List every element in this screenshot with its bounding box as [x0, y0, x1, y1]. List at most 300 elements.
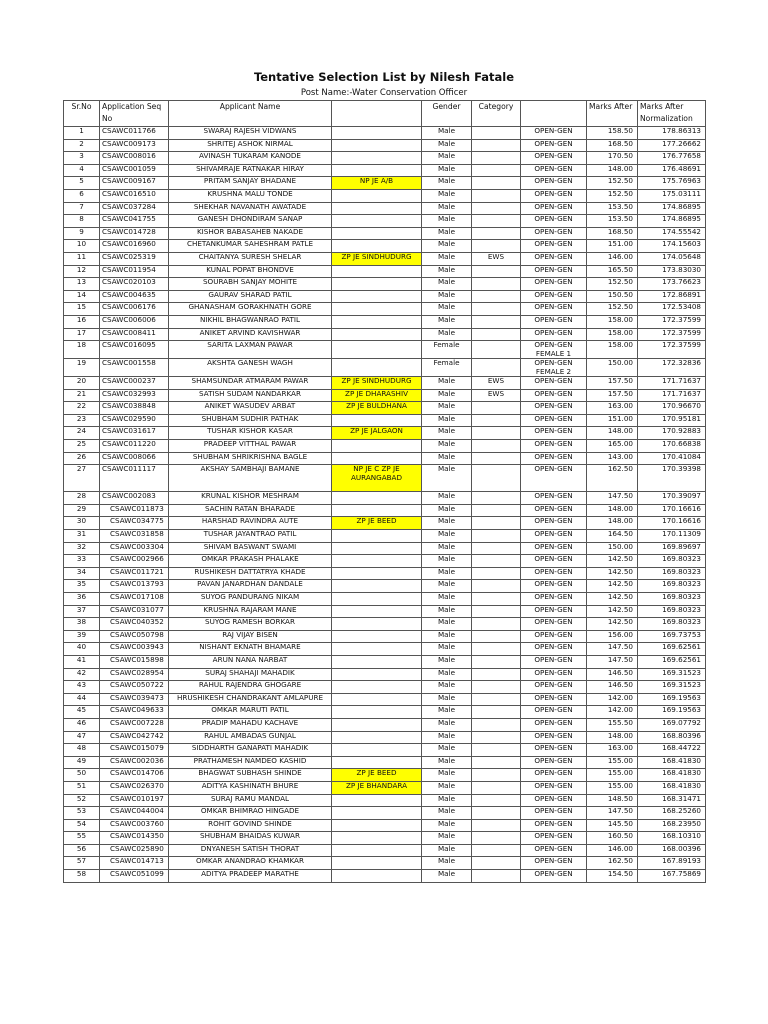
cell-gender: Male	[422, 189, 472, 202]
cell-subcategory: OPEN-GEN	[521, 465, 587, 492]
cell-marks-normalization: 172.32836	[638, 359, 706, 377]
cell-applicant-name: ADITYA KASHINATH BHURE	[169, 781, 332, 794]
cell-subcategory: OPEN-GEN	[521, 744, 587, 757]
cell-application-seq: CSAWC039473	[100, 693, 169, 706]
cell-category	[472, 731, 521, 744]
cell-marks-after: 147.50	[587, 655, 638, 668]
cell-marks-after: 142.50	[587, 593, 638, 606]
cell-marks-after: 153.50	[587, 215, 638, 228]
cell-applicant-name: PRATHAMESH NAMDEO KASHID	[169, 756, 332, 769]
cell-gender: Male	[422, 530, 472, 543]
cell-marks-normalization: 168.25260	[638, 807, 706, 820]
cell-applicant-name: SHIVAMRAJE RATNAKAR HIRAY	[169, 164, 332, 177]
cell-marks-normalization: 174.86895	[638, 202, 706, 215]
cell-applicant-name: ROHIT GOVIND SHINDE	[169, 819, 332, 832]
cell-subcategory: OPEN-GEN	[521, 315, 587, 328]
cell-marks-normalization: 167.75869	[638, 870, 706, 883]
cell-post: NP JE C ZP JE AURANGABAD	[332, 465, 422, 492]
cell-subcategory: OPEN-GEN	[521, 202, 587, 215]
cell-marks-normalization: 172.53408	[638, 303, 706, 316]
table-row	[64, 152, 706, 165]
cell-category: EWS	[472, 389, 521, 402]
cell-post	[332, 706, 422, 719]
table-row	[64, 177, 706, 190]
cell-applicant-name: RAJ VIJAY BISEN	[169, 630, 332, 643]
cell-application-seq: CSAWC013793	[100, 580, 169, 593]
cell-applicant-name: AKSHTA GANESH WAGH	[169, 359, 332, 377]
cell-marks-after: 146.00	[587, 844, 638, 857]
cell-srno: 39	[64, 630, 100, 643]
cell-gender: Male	[422, 630, 472, 643]
cell-post	[332, 152, 422, 165]
cell-category	[472, 643, 521, 656]
cell-category	[472, 427, 521, 440]
table-header-row	[64, 101, 706, 127]
header-application-seq: Application Seq No	[100, 101, 169, 127]
table-row	[64, 139, 706, 152]
cell-subcategory: OPEN-GEN	[521, 555, 587, 568]
cell-marks-after: 150.00	[587, 359, 638, 377]
cell-marks-normalization: 169.19563	[638, 693, 706, 706]
cell-post	[332, 341, 422, 359]
table-row	[64, 530, 706, 543]
cell-gender: Male	[422, 504, 472, 517]
cell-marks-after: 152.50	[587, 278, 638, 291]
cell-srno: 32	[64, 542, 100, 555]
cell-marks-normalization: 169.80323	[638, 555, 706, 568]
cell-marks-normalization: 174.55542	[638, 227, 706, 240]
cell-subcategory: OPEN-GEN	[521, 618, 587, 631]
cell-marks-normalization: 176.48691	[638, 164, 706, 177]
cell-marks-after: 160.50	[587, 832, 638, 845]
cell-application-seq: CSAWC003760	[100, 819, 169, 832]
cell-application-seq: CSAWC016960	[100, 240, 169, 253]
cell-marks-normalization: 168.10310	[638, 832, 706, 845]
cell-srno: 19	[64, 359, 100, 377]
cell-srno: 44	[64, 693, 100, 706]
table-row	[64, 265, 706, 278]
cell-applicant-name: SURAJ RAMU MANDAL	[169, 794, 332, 807]
cell-application-seq: CSAWC014706	[100, 769, 169, 782]
cell-application-seq: CSAWC001059	[100, 164, 169, 177]
cell-srno: 33	[64, 555, 100, 568]
cell-marks-after: 158.00	[587, 341, 638, 359]
cell-marks-after: 158.50	[587, 127, 638, 140]
cell-subcategory: OPEN-GEN	[521, 794, 587, 807]
cell-gender: Male	[422, 517, 472, 530]
selection-table	[63, 100, 706, 883]
cell-applicant-name: OMKAR PRAKASH PHALAKE	[169, 555, 332, 568]
cell-post	[332, 693, 422, 706]
cell-srno: 11	[64, 252, 100, 265]
cell-gender: Male	[422, 389, 472, 402]
cell-applicant-name: SURAJ SHAHAJI MAHADIK	[169, 668, 332, 681]
header-marks-normalization: Marks After Normalization	[638, 101, 706, 127]
cell-marks-after: 148.50	[587, 794, 638, 807]
cell-subcategory: OPEN-GEN	[521, 164, 587, 177]
table-row	[64, 794, 706, 807]
cell-marks-after: 151.00	[587, 240, 638, 253]
cell-srno: 8	[64, 215, 100, 228]
cell-subcategory: OPEN-GEN	[521, 290, 587, 303]
cell-marks-after: 145.50	[587, 819, 638, 832]
cell-gender: Male	[422, 215, 472, 228]
table-row	[64, 440, 706, 453]
cell-application-seq: CSAWC044004	[100, 807, 169, 820]
cell-srno: 45	[64, 706, 100, 719]
cell-subcategory: OPEN-GEN	[521, 389, 587, 402]
header-post	[332, 101, 422, 127]
cell-category: EWS	[472, 377, 521, 390]
table-row	[64, 517, 706, 530]
cell-gender: Male	[422, 328, 472, 341]
cell-application-seq: CSAWC011117	[100, 465, 169, 492]
table-row	[64, 781, 706, 794]
cell-srno: 29	[64, 504, 100, 517]
cell-marks-after: 155.00	[587, 756, 638, 769]
cell-category	[472, 769, 521, 782]
cell-marks-normalization: 169.07792	[638, 718, 706, 731]
cell-post	[332, 164, 422, 177]
cell-subcategory: OPEN-GEN	[521, 756, 587, 769]
cell-marks-normalization: 168.41830	[638, 756, 706, 769]
cell-subcategory: OPEN-GEN	[521, 580, 587, 593]
table-row	[64, 555, 706, 568]
cell-gender: Male	[422, 402, 472, 415]
cell-post	[332, 303, 422, 316]
cell-gender: Male	[422, 844, 472, 857]
cell-gender: Male	[422, 593, 472, 606]
cell-srno: 6	[64, 189, 100, 202]
cell-applicant-name: SACHIN RATAN BHARADE	[169, 504, 332, 517]
table-row	[64, 215, 706, 228]
cell-marks-normalization: 169.73753	[638, 630, 706, 643]
cell-marks-after: 153.50	[587, 202, 638, 215]
table-row	[64, 341, 706, 359]
cell-application-seq: CSAWC006176	[100, 303, 169, 316]
cell-application-seq: CSAWC007228	[100, 718, 169, 731]
cell-application-seq: CSAWC008016	[100, 152, 169, 165]
table-row	[64, 618, 706, 631]
cell-application-seq: CSAWC011766	[100, 127, 169, 140]
cell-category	[472, 414, 521, 427]
table-row	[64, 290, 706, 303]
cell-srno: 38	[64, 618, 100, 631]
table-row	[64, 681, 706, 694]
table-row	[64, 504, 706, 517]
cell-applicant-name: RUSHIKESH DATTATRYA KHADE	[169, 567, 332, 580]
cell-applicant-name: HARSHAD RAVINDRA AUTE	[169, 517, 332, 530]
table-row	[64, 731, 706, 744]
cell-applicant-name: KRUSHNA MALU TONDE	[169, 189, 332, 202]
cell-application-seq: CSAWC000237	[100, 377, 169, 390]
cell-post	[332, 718, 422, 731]
cell-marks-normalization: 168.31471	[638, 794, 706, 807]
cell-category	[472, 857, 521, 870]
cell-gender: Male	[422, 202, 472, 215]
cell-srno: 3	[64, 152, 100, 165]
cell-gender: Male	[422, 164, 472, 177]
cell-marks-normalization: 169.80323	[638, 567, 706, 580]
cell-marks-normalization: 169.31523	[638, 681, 706, 694]
cell-marks-normalization: 169.62561	[638, 655, 706, 668]
cell-marks-normalization: 169.19563	[638, 706, 706, 719]
cell-gender: Male	[422, 227, 472, 240]
cell-post	[332, 227, 422, 240]
cell-post	[332, 643, 422, 656]
cell-subcategory: OPEN-GEN	[521, 530, 587, 543]
cell-post	[332, 328, 422, 341]
cell-subcategory: OPEN-GEN	[521, 781, 587, 794]
cell-gender: Male	[422, 580, 472, 593]
cell-post	[332, 202, 422, 215]
cell-marks-normalization: 177.26662	[638, 139, 706, 152]
cell-gender: Male	[422, 819, 472, 832]
table-row	[64, 452, 706, 465]
cell-applicant-name: OMKAR BHIMRAO HINGADE	[169, 807, 332, 820]
cell-applicant-name: SHEKHAR NAVANATH AWATADE	[169, 202, 332, 215]
cell-gender: Male	[422, 618, 472, 631]
cell-subcategory: OPEN-GEN	[521, 681, 587, 694]
cell-srno: 51	[64, 781, 100, 794]
cell-application-seq: CSAWC040352	[100, 618, 169, 631]
cell-marks-after: 151.00	[587, 414, 638, 427]
cell-subcategory: OPEN-GEN	[521, 303, 587, 316]
cell-post: ZP JE DHARASHIV	[332, 389, 422, 402]
cell-srno: 31	[64, 530, 100, 543]
cell-post	[332, 681, 422, 694]
table-row	[64, 756, 706, 769]
cell-marks-normalization: 174.05648	[638, 252, 706, 265]
cell-gender: Male	[422, 377, 472, 390]
cell-marks-normalization: 170.92883	[638, 427, 706, 440]
cell-srno: 10	[64, 240, 100, 253]
cell-subcategory: OPEN-GEN	[521, 593, 587, 606]
cell-application-seq: CSAWC050722	[100, 681, 169, 694]
cell-marks-normalization: 172.37599	[638, 315, 706, 328]
cell-application-seq: CSAWC032993	[100, 389, 169, 402]
cell-gender: Male	[422, 870, 472, 883]
cell-srno: 16	[64, 315, 100, 328]
cell-category	[472, 668, 521, 681]
cell-srno: 4	[64, 164, 100, 177]
cell-srno: 12	[64, 265, 100, 278]
cell-marks-normalization: 168.41830	[638, 769, 706, 782]
table-row	[64, 227, 706, 240]
cell-marks-after: 158.00	[587, 328, 638, 341]
cell-applicant-name: DNYANESH SATISH THORAT	[169, 844, 332, 857]
cell-application-seq: CSAWC002083	[100, 492, 169, 505]
cell-srno: 17	[64, 328, 100, 341]
cell-marks-after: 142.50	[587, 605, 638, 618]
cell-marks-normalization: 168.41830	[638, 781, 706, 794]
cell-srno: 28	[64, 492, 100, 505]
cell-subcategory: OPEN-GEN	[521, 832, 587, 845]
table-row	[64, 807, 706, 820]
cell-srno: 40	[64, 643, 100, 656]
cell-subcategory: OPEN-GEN	[521, 731, 587, 744]
cell-post: ZP JE BEED	[332, 517, 422, 530]
cell-marks-after: 147.50	[587, 807, 638, 820]
header-subcategory	[521, 101, 587, 127]
cell-marks-normalization: 169.80323	[638, 618, 706, 631]
cell-marks-normalization: 168.23950	[638, 819, 706, 832]
cell-subcategory: OPEN-GEN	[521, 605, 587, 618]
cell-application-seq: CSAWC026370	[100, 781, 169, 794]
cell-subcategory: OPEN-GEN	[521, 668, 587, 681]
cell-applicant-name: SHUBHAM SHRIKRISHNA BAGLE	[169, 452, 332, 465]
cell-application-seq: CSAWC011954	[100, 265, 169, 278]
cell-gender: Male	[422, 265, 472, 278]
cell-applicant-name: BHAGWAT SUBHASH SHINDE	[169, 769, 332, 782]
table-row	[64, 427, 706, 440]
cell-srno: 20	[64, 377, 100, 390]
cell-post	[332, 668, 422, 681]
cell-marks-after: 154.50	[587, 870, 638, 883]
cell-gender: Male	[422, 139, 472, 152]
cell-marks-normalization: 173.76623	[638, 278, 706, 291]
cell-marks-normalization: 170.66838	[638, 440, 706, 453]
cell-marks-normalization: 173.83030	[638, 265, 706, 278]
cell-subcategory: OPEN-GEN	[521, 177, 587, 190]
cell-applicant-name: ARUN NANA NARBAT	[169, 655, 332, 668]
document-title: Tentative Selection List by Nilesh Fatale	[253, 70, 515, 84]
cell-post: ZP JE SINDHUDURG	[332, 377, 422, 390]
cell-applicant-name: SARITA LAXMAN PAWAR	[169, 341, 332, 359]
cell-subcategory: OPEN-GEN	[521, 278, 587, 291]
cell-applicant-name: GAURAV SHARAD PATIL	[169, 290, 332, 303]
cell-post	[332, 504, 422, 517]
cell-marks-normalization: 167.89193	[638, 857, 706, 870]
cell-marks-normalization: 172.37599	[638, 328, 706, 341]
cell-category	[472, 440, 521, 453]
table-row	[64, 164, 706, 177]
cell-application-seq: CSAWC028954	[100, 668, 169, 681]
cell-gender: Male	[422, 290, 472, 303]
table-row	[64, 240, 706, 253]
cell-srno: 37	[64, 605, 100, 618]
cell-applicant-name: PRADIP MAHADU KACHAVE	[169, 718, 332, 731]
cell-post	[332, 794, 422, 807]
table-row	[64, 303, 706, 316]
cell-application-seq: CSAWC017108	[100, 593, 169, 606]
cell-application-seq: CSAWC011873	[100, 504, 169, 517]
table-row	[64, 567, 706, 580]
cell-category	[472, 303, 521, 316]
cell-post	[332, 127, 422, 140]
table-row	[64, 127, 706, 140]
cell-applicant-name: KISHOR BABASAHEB NAKADE	[169, 227, 332, 240]
cell-application-seq: CSAWC004635	[100, 290, 169, 303]
cell-gender: Male	[422, 681, 472, 694]
table-row	[64, 605, 706, 618]
cell-category	[472, 605, 521, 618]
cell-marks-after: 157.50	[587, 377, 638, 390]
cell-marks-after: 155.50	[587, 718, 638, 731]
cell-application-seq: CSAWC051099	[100, 870, 169, 883]
cell-subcategory: OPEN-GEN	[521, 718, 587, 731]
cell-post	[332, 593, 422, 606]
cell-gender: Male	[422, 152, 472, 165]
cell-srno: 57	[64, 857, 100, 870]
header-applicant-name: Applicant Name	[169, 101, 332, 127]
cell-marks-normalization: 170.11309	[638, 530, 706, 543]
cell-application-seq: CSAWC003304	[100, 542, 169, 555]
cell-marks-normalization: 171.71637	[638, 377, 706, 390]
cell-category	[472, 567, 521, 580]
cell-gender: Male	[422, 303, 472, 316]
cell-category	[472, 189, 521, 202]
table-row	[64, 328, 706, 341]
cell-marks-normalization: 170.96670	[638, 402, 706, 415]
cell-gender: Female	[422, 341, 472, 359]
cell-application-seq: CSAWC016095	[100, 341, 169, 359]
cell-marks-normalization: 170.41084	[638, 452, 706, 465]
cell-srno: 35	[64, 580, 100, 593]
cell-applicant-name: OMKAR ANANDRAO KHAMKAR	[169, 857, 332, 870]
cell-applicant-name: TUSHAR KISHOR KASAR	[169, 427, 332, 440]
cell-gender: Male	[422, 718, 472, 731]
cell-marks-after: 148.00	[587, 731, 638, 744]
cell-srno: 52	[64, 794, 100, 807]
cell-applicant-name: CHETANKUMAR SAHESHRAM PATLE	[169, 240, 332, 253]
cell-marks-normalization: 169.31523	[638, 668, 706, 681]
cell-category	[472, 290, 521, 303]
table-row	[64, 402, 706, 415]
cell-applicant-name: ANIKET WASUDEV ARBAT	[169, 402, 332, 415]
cell-subcategory: OPEN-GEN	[521, 542, 587, 555]
cell-subcategory: OPEN-GEN	[521, 857, 587, 870]
cell-post	[332, 857, 422, 870]
cell-post	[332, 139, 422, 152]
cell-subcategory: OPEN-GEN	[521, 414, 587, 427]
cell-applicant-name: SWARAJ RAJESH VIDWANS	[169, 127, 332, 140]
cell-marks-normalization: 169.89697	[638, 542, 706, 555]
cell-applicant-name: SHAMSUNDAR ATMARAM PAWAR	[169, 377, 332, 390]
cell-applicant-name: SOURABH SANJAY MOHITE	[169, 278, 332, 291]
cell-category	[472, 781, 521, 794]
cell-srno: 13	[64, 278, 100, 291]
cell-srno: 53	[64, 807, 100, 820]
cell-gender: Male	[422, 731, 472, 744]
cell-subcategory: OPEN-GEN	[521, 844, 587, 857]
cell-category	[472, 328, 521, 341]
cell-category	[472, 359, 521, 377]
cell-subcategory: OPEN-GEN	[521, 240, 587, 253]
cell-srno: 18	[64, 341, 100, 359]
cell-gender: Male	[422, 643, 472, 656]
cell-marks-after: 152.50	[587, 189, 638, 202]
cell-gender: Male	[422, 668, 472, 681]
cell-application-seq: CSAWC025319	[100, 252, 169, 265]
cell-marks-normalization: 168.44722	[638, 744, 706, 757]
cell-category	[472, 744, 521, 757]
cell-srno: 5	[64, 177, 100, 190]
table-row	[64, 832, 706, 845]
cell-subcategory: OPEN-GEN	[521, 807, 587, 820]
cell-category	[472, 630, 521, 643]
table-row	[64, 870, 706, 883]
cell-category	[472, 465, 521, 492]
cell-category	[472, 504, 521, 517]
cell-post: ZP JE BHANDARA	[332, 781, 422, 794]
cell-subcategory: OPEN-GEN	[521, 870, 587, 883]
cell-application-seq: CSAWC025890	[100, 844, 169, 857]
cell-category	[472, 315, 521, 328]
cell-marks-after: 142.00	[587, 706, 638, 719]
cell-marks-after: 146.00	[587, 252, 638, 265]
cell-srno: 58	[64, 870, 100, 883]
